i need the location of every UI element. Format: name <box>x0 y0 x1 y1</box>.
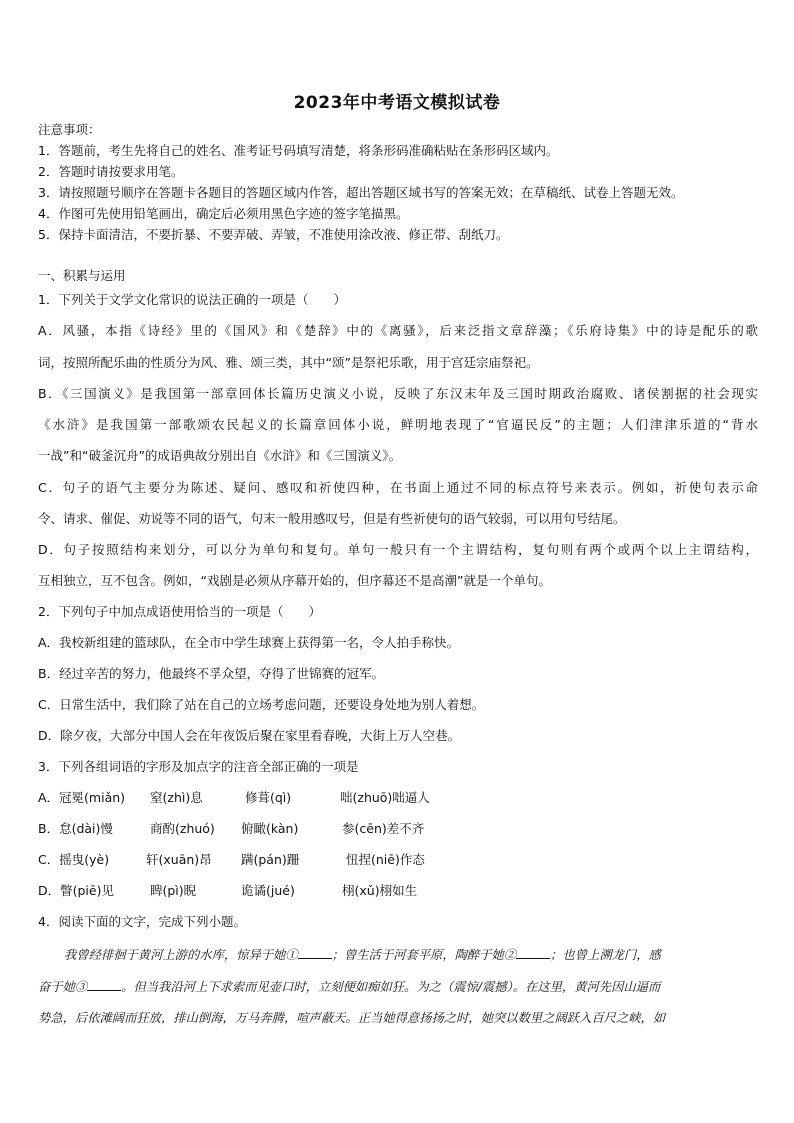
question-1-stem: 1．下列关于文学文化常识的说法正确的一项是（ ） <box>38 292 346 307</box>
q1-option-b: B．《三国演义》是我国第一部章回体长篇历史演义小说，反映了东汉末年及三国时期政治腐败、诸侯割据的社会现实 <box>38 386 758 401</box>
q3-c-word-1: C．摇曳(yè) <box>38 852 110 867</box>
q2-option-a: A．我校新组建的篮球队，在全市中学生球赛上获得第一名，令人拍手称快。 <box>38 635 460 650</box>
q1-option-a-cont: 词，按照所配乐曲的性质分为风、雅、颂三类，其中“颂”是祭祀乐歌，用于宫廷宗庙祭祀。 <box>38 355 539 370</box>
reading-passage-line <box>38 978 758 995</box>
page-title: 2023年中考语文模拟试卷 <box>293 93 501 113</box>
passage-text: 奋于她③ <box>38 980 88 994</box>
reading-passage-line: 势急，后依滩阔而狂放，排山倒海，万马奔腾，喧声蔽天。正当她得意扬扬之时，她突以数里之阔跃入百尺之峡，如 <box>38 1011 666 1025</box>
q3-c-word-2: 轩(xuān)昂 <box>146 852 212 867</box>
q1-option-c: C．句子的语气主要分为陈述、疑问、感叹和祈使四种，在书面上通过不同的标点符号来表示。例如，祈使句表示命 <box>38 480 758 495</box>
reading-passage-line <box>64 946 758 963</box>
q3-c-word-4: 忸捏(niē)作态 <box>346 852 425 867</box>
passage-text: ；曾生活于河套平原，陶醉于她② <box>331 948 517 962</box>
question-4-stem: 4．阅读下面的文字，完成下列小题。 <box>38 914 246 929</box>
q3-b-word-3: 俯瞰(kàn) <box>241 821 299 836</box>
notice-item: 4．作图可先使用铅笔画出，确定后必须用黑色字迹的签字笔描黑。 <box>38 206 409 221</box>
notice-item: 5．保持卡面清洁，不要折暴、不要弄破、弄皱，不准使用涂改液、修正带、刮纸刀。 <box>38 227 509 242</box>
q1-option-b-cont: 《水浒》是我国第一部歌颂农民起义的长篇章回体小说，鲜明地表现了“官逼民反”的主题；人们津津乐道的“背水 <box>38 417 758 432</box>
q3-a-word-4: 咄(zhuō)咄逼人 <box>340 790 430 805</box>
q2-option-c: C．日常生活中，我们除了站在自己的立场考虑问题，还要设身处地为别人着想。 <box>38 697 485 712</box>
passage-text: ；也曾上溯龙门，感 <box>550 948 661 962</box>
q3-a-word-3: 修葺(qì) <box>245 790 292 805</box>
q3-d-word-2: 睥(pì)睨 <box>150 883 197 898</box>
notice-item: 1．答题前，考生先将自己的姓名、准考证号码填写清楚，将条形码准确粘贴在条形码区域内。 <box>38 143 559 158</box>
question-3-stem: 3．下列各组词语的字形及加点字的注音全部正确的一项是 <box>38 759 359 774</box>
q3-d-word-3: 诡谲(jué) <box>241 883 295 898</box>
q1-option-a: A．风骚，本指《诗经》里的《国风》和《楚辞》中的《离骚》，后来泛指文章辞藻；《乐府诗集》中的诗是配乐的歌 <box>38 323 758 338</box>
q3-b-word-4: 参(cēn)差不齐 <box>342 821 425 836</box>
answer-blank-2[interactable] <box>516 946 550 959</box>
question-2-stem: 2．下列句子中加点成语使用恰当的一项是（ ） <box>38 604 321 619</box>
q3-b-word-1: B．怠(dài)慢 <box>38 821 113 836</box>
q3-c-word-3: 蹒(pán)跚 <box>241 852 300 867</box>
q1-option-d: D．句子按照结构来划分，可以分为单句和复句。单句一般只有一个主谓结构，复句则有两个或两个以上主谓结构， <box>38 542 758 557</box>
notice-item: 3．请按照题号顺序在答题卡各题目的答题区域内作答，超出答题区域书写的答案无效；在草稿纸、试卷上答题无效。 <box>38 185 684 200</box>
answer-blank-1[interactable] <box>298 946 332 959</box>
q1-option-d-cont: 互相独立，互不包含。例如，“戏剧是必须从序幕开始的，但序幕还不是高潮”就是一个单句。 <box>38 573 551 588</box>
q2-option-b: B．经过辛苦的努力，他最终不孚众望，夺得了世锦赛的冠军。 <box>38 666 385 681</box>
q3-d-word-1: D．瞥(piē)见 <box>38 883 114 898</box>
section-heading: 一、积累与运用 <box>38 268 126 283</box>
passage-text: 我曾经徘徊于黄河上游的水库，惊异于她① <box>64 948 298 962</box>
q1-option-c-cont: 令、请求、催促、劝说等不同的语气，句末一般用感叹号，但是有些祈使句的语气较弱，可以用句号结尾。 <box>38 511 626 526</box>
q2-option-d: D．除夕夜，大部分中国人会在年夜饭后聚在家里看春晚，大街上万人空巷。 <box>38 728 461 743</box>
answer-blank-3[interactable] <box>87 978 121 991</box>
q3-a-word-2: 窒(zhì)息 <box>150 790 203 805</box>
passage-text: 。但当我沿河上下求索而见壶口时，立刻便如痴如狂。为之（震惊/震撼）。在这里，黄河先因山逼而 <box>121 980 661 994</box>
q3-d-word-4: 栩(xǔ)栩如生 <box>342 883 418 898</box>
q3-b-word-2: 商酌(zhuó) <box>150 821 215 836</box>
notice-heading: 注意事项： <box>38 122 101 137</box>
notice-item: 2．答题时请按要求用笔。 <box>38 164 184 179</box>
q3-a-word-1: A．冠冕(miǎn) <box>38 790 126 805</box>
q1-option-b-cont: 一战”和“破釜沉舟”的成语典故分别出自《水浒》和《三国演义》。 <box>38 448 402 463</box>
